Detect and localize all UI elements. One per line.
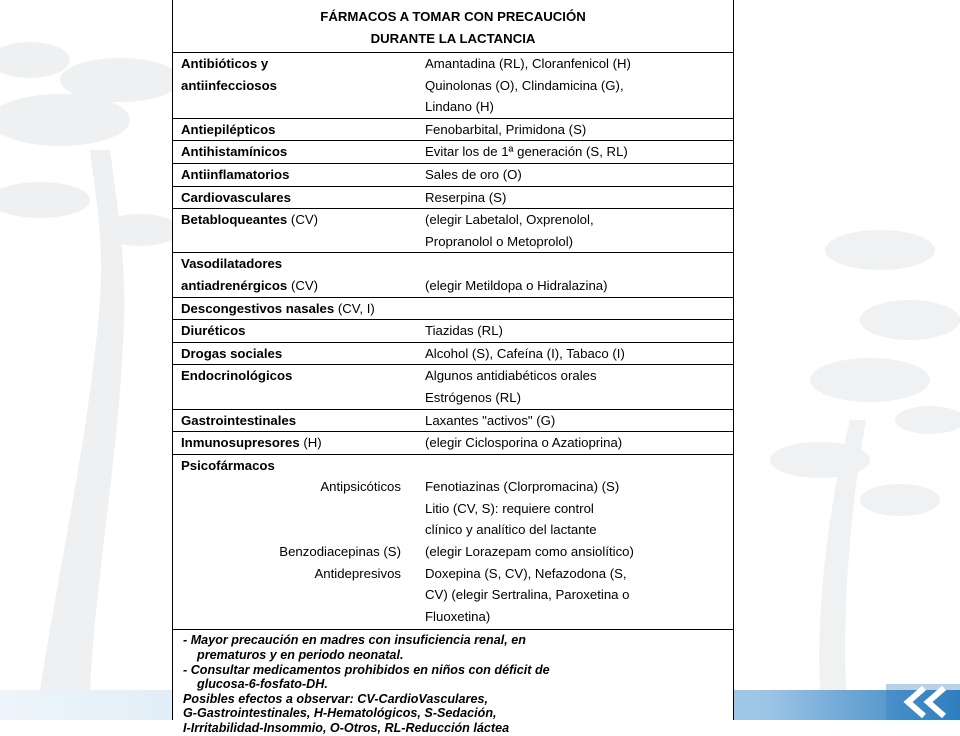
footer-line-3: - Consultar medicamentos prohibidos en niños con déficit de	[183, 662, 550, 677]
drug-line: Litio (CV, S): requiere control	[425, 500, 594, 516]
drug-category	[173, 141, 417, 163]
drug-list	[417, 432, 733, 454]
drug-list	[417, 343, 733, 365]
drug-list	[417, 320, 733, 342]
drug-list	[417, 53, 733, 118]
drug-line: Propranolol o Metoprolol)	[425, 233, 574, 249]
drug-category	[173, 53, 417, 118]
psicofarmaco-subgroup	[173, 476, 733, 541]
drug-list	[417, 253, 733, 296]
table-row	[173, 298, 733, 321]
drug-category	[173, 164, 417, 186]
category-line: Vasodilatadores	[181, 256, 283, 272]
category-effect-note: (CV)	[287, 277, 319, 293]
category-text: Betabloqueantes	[181, 212, 288, 228]
category-line: Drogas sociales	[181, 345, 283, 361]
drug-line: (elegir Metildopa o Hidralazina)	[425, 277, 608, 293]
drug-line: Reserpina (S)	[425, 189, 507, 205]
table-row	[173, 320, 733, 343]
table-row	[173, 253, 733, 297]
subgroup-label: Benzodiacepinas (S)	[279, 544, 401, 560]
drug-line: Evitar los de 1ª generación (S, RL)	[425, 144, 628, 160]
table-row	[173, 119, 733, 142]
table-row	[173, 187, 733, 210]
drug-category	[173, 187, 417, 209]
category-text: Inmunosupresores	[181, 435, 300, 451]
category-line: Cardiovasculares	[181, 189, 291, 205]
category-line	[181, 298, 733, 320]
table-row	[173, 432, 733, 455]
drug-line: Sales de oro (O)	[425, 166, 522, 182]
drug-category	[173, 253, 417, 296]
drug-line: Laxantes "activos" (G)	[425, 412, 556, 428]
drug-line: (elegir Lorazepam como ansiolítico)	[425, 544, 634, 560]
footer-line-5	[183, 692, 733, 707]
table-row	[173, 410, 733, 433]
category-line	[181, 209, 417, 231]
drug-line: Estrógenos (RL)	[425, 389, 522, 405]
drug-category	[173, 320, 417, 342]
double-chevron-left-icon[interactable]	[886, 684, 960, 720]
footer-line-7: I-Irritabilidad-Insommio, O-Otros, RL-Reducción láctea	[183, 721, 510, 735]
drug-table-document	[172, 0, 734, 735]
drug-line: Fenobarbital, Primidona (S)	[425, 121, 587, 137]
table-row	[173, 53, 733, 119]
table-row	[173, 209, 733, 253]
subgroup-label: Antipsicóticos	[320, 479, 401, 495]
drug-category	[173, 410, 417, 432]
category-line	[181, 432, 417, 454]
drug-line: Doxepina (S, CV), Nefazodona (S,	[425, 565, 627, 581]
drug-list	[417, 141, 733, 163]
category-line: Gastrointestinales	[181, 412, 297, 428]
drug-line: Algunos antidiabéticos orales	[425, 368, 597, 384]
footer-line-6: G-Gastrointestinales, H-Hematológicos, S-Sedación,	[183, 706, 497, 721]
effects-label: Posibles efectos a observar:	[183, 691, 354, 706]
drug-list	[417, 365, 733, 408]
drug-line: CV) (elegir Sertralina, Paroxetina o	[425, 587, 630, 603]
drug-list	[417, 209, 733, 252]
drug-line: Amantadina (RL), Cloranfenicol (H)	[425, 56, 631, 71]
table-rows	[173, 53, 733, 455]
psicofarmaco-subgroup	[173, 541, 733, 563]
drug-line: Alcohol (S), Cafeína (I), Tabaco (I)	[425, 345, 625, 361]
drug-category	[173, 209, 417, 252]
title-line-1: FÁRMACOS A TOMAR CON PRECAUCIÓN	[320, 9, 586, 24]
category-effect-note: (CV, I)	[334, 300, 375, 316]
subgroup-label: Antidepresivos	[314, 565, 401, 581]
table-row	[173, 141, 733, 164]
drug-category	[173, 432, 417, 454]
drug-list	[417, 563, 733, 628]
psicofarmacos-subgroups	[173, 476, 733, 627]
drug-line: clínico y analítico del lactante	[425, 522, 597, 538]
category-line: Antihistamínicos	[181, 144, 288, 160]
category-text: antiadrenérgicos	[181, 277, 288, 293]
category-line: Antibióticos y	[181, 56, 269, 71]
drug-list	[417, 476, 733, 541]
category-line: Antiinflamatorios	[181, 166, 290, 182]
category-line	[181, 275, 417, 297]
table-row	[173, 365, 733, 409]
drug-list	[417, 541, 733, 563]
category-text: Descongestivos nasales	[181, 300, 335, 316]
drug-line: Quinolonas (O), Clindamicina (G),	[425, 77, 624, 93]
footer-line-4: glucosa-6-fosfato-DH.	[197, 677, 328, 692]
drug-line: Lindano (H)	[425, 99, 494, 115]
drug-list	[417, 164, 733, 186]
drug-line: (elegir Ciclosporina o Azatioprina)	[425, 435, 623, 451]
footer-line-2: prematuros y en periodo neonatal.	[197, 648, 404, 663]
title-line-2: DURANTE LA LACTANCIA	[370, 31, 536, 46]
drug-category	[173, 119, 417, 141]
table-title	[173, 0, 733, 53]
drug-line: (elegir Labetalol, Oxprenolol,	[425, 212, 594, 228]
drug-list	[417, 410, 733, 432]
psicofarmacos-section	[173, 455, 733, 631]
drug-line: Fenotiazinas (Clorpromacina) (S)	[425, 479, 620, 495]
footer-line-1: - Mayor precaución en madres con insuficiencia renal, en	[183, 633, 526, 648]
drug-category	[173, 365, 417, 408]
drug-list	[417, 187, 733, 209]
table-row	[173, 164, 733, 187]
category-line: antiinfecciosos	[181, 77, 278, 93]
psicofarmaco-subgroup	[173, 563, 733, 628]
drug-category	[173, 343, 417, 365]
category-line: Diuréticos	[181, 323, 246, 339]
drug-category	[173, 298, 733, 320]
category-effect-note: (CV)	[287, 212, 319, 228]
effects-cv: CV-CardioVasculares,	[353, 691, 488, 706]
drug-list	[417, 119, 733, 141]
category-effect-note: (H)	[299, 435, 322, 451]
category-line: Antiepilépticos	[181, 121, 276, 137]
category-line: Endocrinológicos	[181, 368, 293, 384]
drug-line	[425, 253, 733, 275]
drug-line: Fluoxetina)	[425, 608, 491, 624]
drug-line: Tiazidas (RL)	[425, 323, 503, 339]
table-row	[173, 343, 733, 366]
psicofarmacos-heading: Psicofármacos	[181, 457, 275, 473]
